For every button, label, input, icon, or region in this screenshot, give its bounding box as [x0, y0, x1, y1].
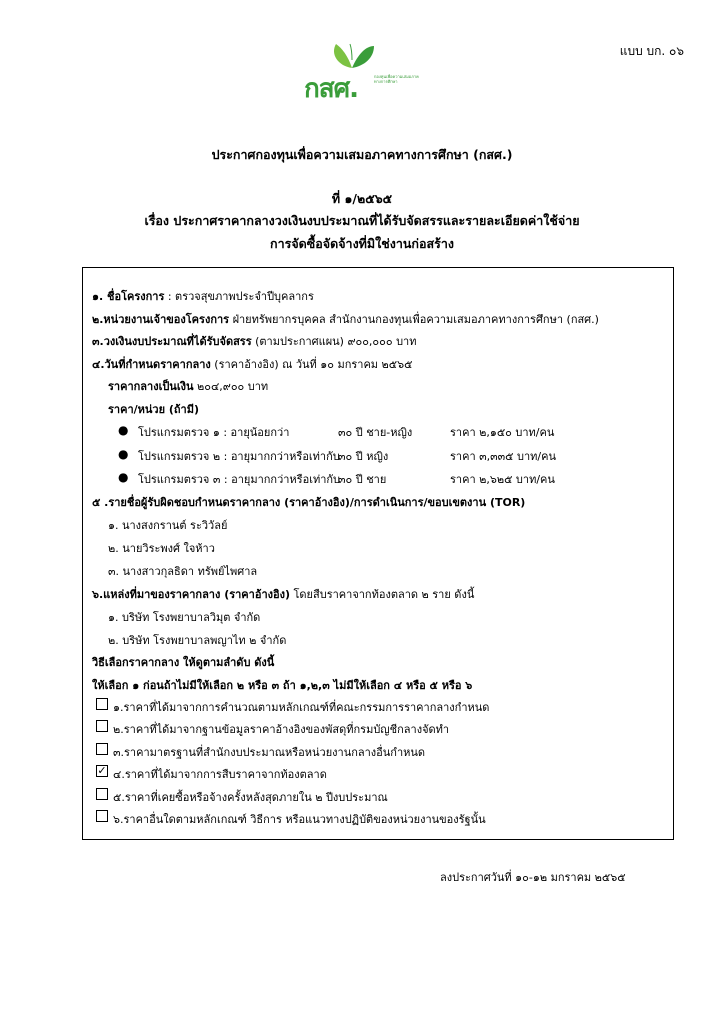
- option-2-label: ๒.ราคาที่ได้มาจากฐานข้อมูลราคาอ้างอิงของพัสดุที่กรมบัญชีกลางจัดทำ: [113, 723, 450, 736]
- logo: [300, 40, 425, 104]
- item-4-price: [108, 377, 268, 395]
- announcement-number: ที่ ๑/๒๕๖๕: [331, 191, 393, 206]
- item-3-value: (ตามประกาศแผน) ๙๐๐,๐๐๐ บาท: [255, 335, 417, 348]
- option-3-label: ๓.ราคามาตรฐานที่สำนักงบประมาณหรือหน่วยงานกลางอื่นกำหนด: [113, 746, 426, 759]
- program-2-price: ราคา ๓,๓๓๕ บาท/คน: [450, 450, 556, 463]
- item-4-label: ๔.วันที่กำหนดราคากลาง: [92, 358, 211, 371]
- option-4-checkbox[interactable]: ✓: [97, 764, 107, 777]
- option-4-label: ๔.ราคาที่ได้มาจากการสืบราคาจากท้องตลาด: [113, 768, 327, 781]
- program-3-price: ราคา ๒,๖๒๕ บาท/คน: [450, 473, 555, 486]
- source-1: ๑. บริษัท โรงพยาบาลวิมุต จำกัด: [108, 611, 261, 624]
- method-title: วิธีเลือกราคากลาง ให้ดูตามลำดับ ดังนี้: [92, 656, 275, 669]
- method-rule: ให้เลือก ๑ ก่อนถ้าไม่มีให้เลือก ๒ หรือ ๓ ถ้า ๑,๒,๓ ไม่มีให้เลือก ๔ หรือ ๕ หรือ ๖: [92, 679, 473, 692]
- item-1-label: ๑. ชื่อโครงการ: [92, 290, 165, 303]
- program-1-age: ๓๐ ปี ชาย-หญิง: [338, 426, 413, 439]
- option-2-checkbox[interactable]: [96, 720, 108, 732]
- item-6-label: ๖.แหล่งที่มาของราคากลาง (ราคาอ้างอิง): [92, 588, 290, 601]
- item-4: [92, 355, 412, 373]
- item-6-value: โดยสืบราคาจากท้องตลาด ๒ ราย ดังนี้: [293, 588, 475, 601]
- option-5-checkbox[interactable]: [96, 788, 108, 800]
- option-3-checkbox[interactable]: [96, 743, 108, 755]
- subject-heading-2: การจัดซื้อจัดจ้างที่มิใช่งานก่อสร้าง: [270, 236, 454, 251]
- item-5-label: ๕ .รายชื่อผู้รับผิดชอบกำหนดราคากลาง (ราคาอ้างอิง)/การดำเนินการ/ขอบเขตงาน (TOR): [92, 496, 526, 509]
- option-1-checkbox[interactable]: [96, 698, 108, 710]
- committee-member-3: ๓. นางสาวกุลธิดา ทรัพย์ไพศาล: [108, 565, 258, 578]
- program-3-name: โปรแกรมตรวจ ๓ : อายุมากกว่าหรือเท่ากับ: [138, 473, 341, 486]
- program-2-age: ๓๐ ปี หญิง: [338, 450, 389, 463]
- bullet-icon: ●: [118, 470, 129, 484]
- item-4-value: (ราคาอ้างอิง) ณ วันที่ ๑๐ มกราคม ๒๕๖๕: [214, 358, 413, 371]
- committee-member-1: ๑. นางสงกรานต์ ระวิวัลย์: [108, 519, 228, 532]
- item-4-unit-label: ราคา/หน่วย (ถ้ามี): [108, 403, 200, 416]
- item-6: [92, 585, 474, 603]
- form-code: แบบ บก. ๐๖: [619, 44, 684, 58]
- committee-member-2: ๒. นายวิระพงศ์ ใจห้าว: [108, 542, 215, 555]
- item-1: [92, 287, 314, 305]
- butterfly-icon: [328, 40, 376, 70]
- option-5-label: ๕.ราคาที่เคยซื้อหรือจ้างครั้งหลังสุดภายใน ๒ ปีงบประมาณ: [113, 791, 388, 804]
- item-2-value: ฝ่ายทรัพยากรบุคคล สำนักงานกองทุนเพื่อความเสมอภาคทางการศึกษา (กสศ.): [232, 313, 599, 326]
- option-1-label: ๑.ราคาที่ได้มาจากการคำนวณตามหลักเกณฑ์ที่คณะกรรมการราคากลางกำหนด: [113, 701, 490, 714]
- logo-tagline: กองทุนเพื่อความเสมอภาคทางการศึกษา: [374, 74, 419, 84]
- option-6-label: ๖.ราคาอื่นใดตามหลักเกณฑ์ วิธีการ หรือแนวทางปฏิบัติของหน่วยงานของรัฐนั้น: [113, 813, 486, 826]
- item-2: [92, 310, 599, 328]
- bullet-icon: ●: [118, 423, 129, 437]
- item-4-price-label: ราคากลางเป็นเงิน: [108, 380, 194, 393]
- program-3-age: ๓๐ ปี ชาย: [338, 473, 387, 486]
- option-6-checkbox[interactable]: [96, 810, 108, 822]
- sign-date: ลงประกาศวันที่ ๑๐-๑๒ มกราคม ๒๕๖๕: [440, 871, 626, 884]
- item-3: [92, 332, 416, 350]
- program-1-price: ราคา ๒,๑๕๐ บาท/คน: [450, 426, 555, 439]
- program-1-name: โปรแกรมตรวจ ๑ : อายุน้อยกว่า: [138, 426, 290, 439]
- subject-heading: เรื่อง ประกาศราคากลางวงเงินงบประมาณที่ได้รับจัดสรรและรายละเอียดค่าใช้จ่าย: [144, 213, 580, 228]
- org-heading: ประกาศกองทุนเพื่อความเสมอภาคทางการศึกษา (กสศ.): [211, 147, 513, 162]
- logo-text: กสศ.: [304, 74, 358, 104]
- item-3-label: ๓.วงเงินงบประมาณที่ได้รับจัดสรร: [92, 335, 252, 348]
- program-2-name: โปรแกรมตรวจ ๒ : อายุมากกว่าหรือเท่ากับ: [138, 450, 340, 463]
- item-4-price-value: ๒๐๔,๙๐๐ บาท: [196, 380, 269, 393]
- source-2: ๒. บริษัท โรงพยาบาลพญาไท ๒ จำกัด: [108, 634, 287, 647]
- item-1-value: : ตรวจสุขภาพประจำปีบุคลากร: [167, 290, 314, 303]
- bullet-icon: ●: [118, 447, 129, 461]
- item-2-label: ๒.หน่วยงานเจ้าของโครงการ: [92, 313, 230, 326]
